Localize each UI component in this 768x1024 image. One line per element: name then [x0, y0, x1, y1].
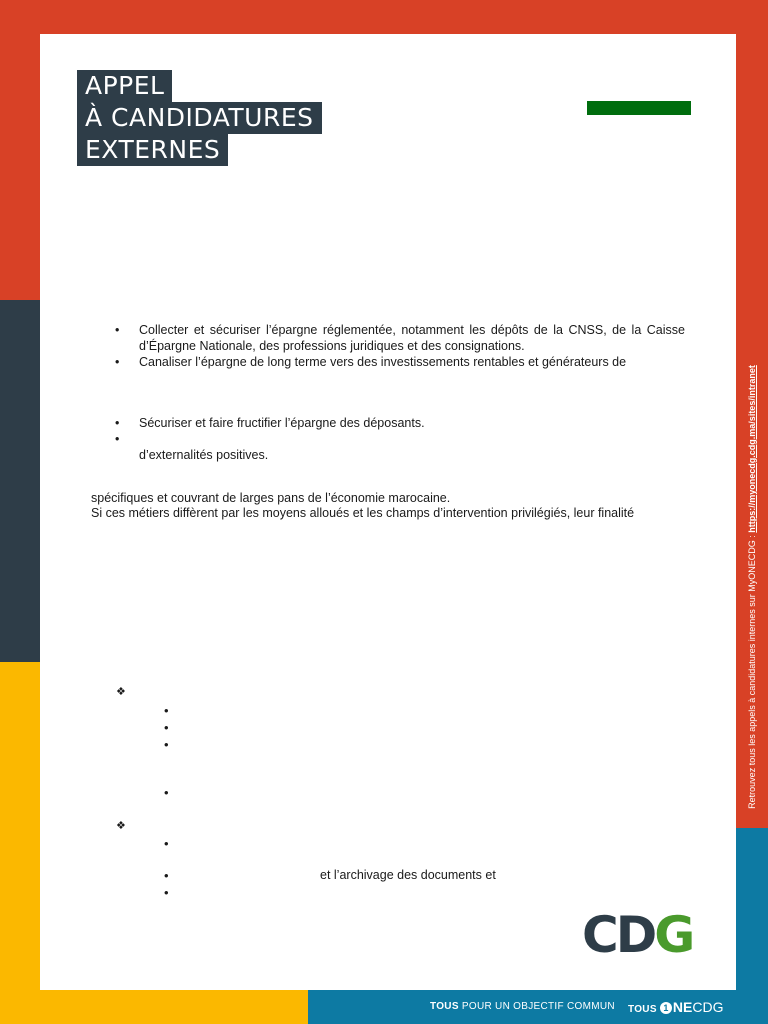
paragraph-line: spécifiques et couvrant de larges pans de l’économie marocaine.	[91, 491, 451, 505]
one-circle-icon: 1	[660, 1002, 672, 1014]
brand-cdg: CDG	[692, 999, 724, 1015]
sidebar-note	[746, 365, 758, 809]
title-line: À CANDIDATURES	[77, 102, 322, 134]
footer-slogan	[430, 1001, 615, 1013]
brand-prefix: TOUS	[628, 1004, 660, 1015]
bullet-icon: •	[164, 836, 169, 851]
title-line: APPEL	[77, 70, 172, 102]
bullet-icon: •	[164, 785, 169, 800]
frame-left-slate	[0, 300, 40, 662]
intranet-link[interactable]: https://myonecdg.cdg.ma/sites/intranet	[747, 365, 757, 533]
logo-text: CDG	[582, 912, 693, 956]
diamond-bullet-icon: ❖	[116, 820, 126, 832]
brand-ne: NE	[672, 999, 693, 1015]
missions-list	[115, 322, 685, 370]
frame-left-yellow	[0, 662, 40, 1024]
diamond-bullet-icon: ❖	[116, 686, 126, 698]
bullet-icon: •	[164, 703, 169, 718]
onecdg-wordmark	[660, 999, 724, 1015]
list-item: • Sécuriser et faire fructifier l’épargne des déposants.	[115, 415, 685, 431]
missions-list-2	[115, 415, 685, 431]
list-item: • Canaliser l’épargne de long terme vers des investissements rentables et générateurs de	[115, 354, 685, 370]
title-line: EXTERNES	[77, 134, 228, 166]
body-paragraph	[91, 491, 691, 521]
page-title	[77, 70, 322, 166]
bullet-icon: •	[164, 868, 169, 883]
bullet-icon: •	[164, 885, 169, 900]
sidebar-note-text: Retrouvez tous les appels à candidatures internes sur MyONECDG :	[747, 532, 757, 809]
bullet-icon: •	[164, 720, 169, 735]
accent-bar	[587, 101, 691, 115]
frame-left-red	[0, 34, 40, 300]
bullet-icon: •	[164, 737, 169, 752]
footer-brand	[628, 1001, 723, 1016]
slogan-bold: TOUS	[430, 1001, 459, 1012]
text-fragment: et l’archivage des documents et	[320, 868, 496, 882]
slogan-text: POUR UN OBJECTIF COMMUN	[458, 1001, 615, 1012]
frame-top-red	[0, 0, 768, 34]
continuation-text: d’externalités positives.	[139, 448, 269, 462]
frame-bottom-yellow	[0, 990, 308, 1024]
list-item-continuation	[139, 447, 268, 463]
list-item: • Collecter et sécuriser l’épargne réglementée, notamment les dépôts de la CNSS, de la Caisse d’Épargne Nationale, des professions juridiques et des consignations.	[115, 322, 685, 354]
paragraph-line: Si ces métiers diffèrent par les moyens alloués et les champs d’intervention privilégiés, leur finalité	[91, 506, 635, 520]
cdg-logo-icon	[582, 912, 700, 956]
